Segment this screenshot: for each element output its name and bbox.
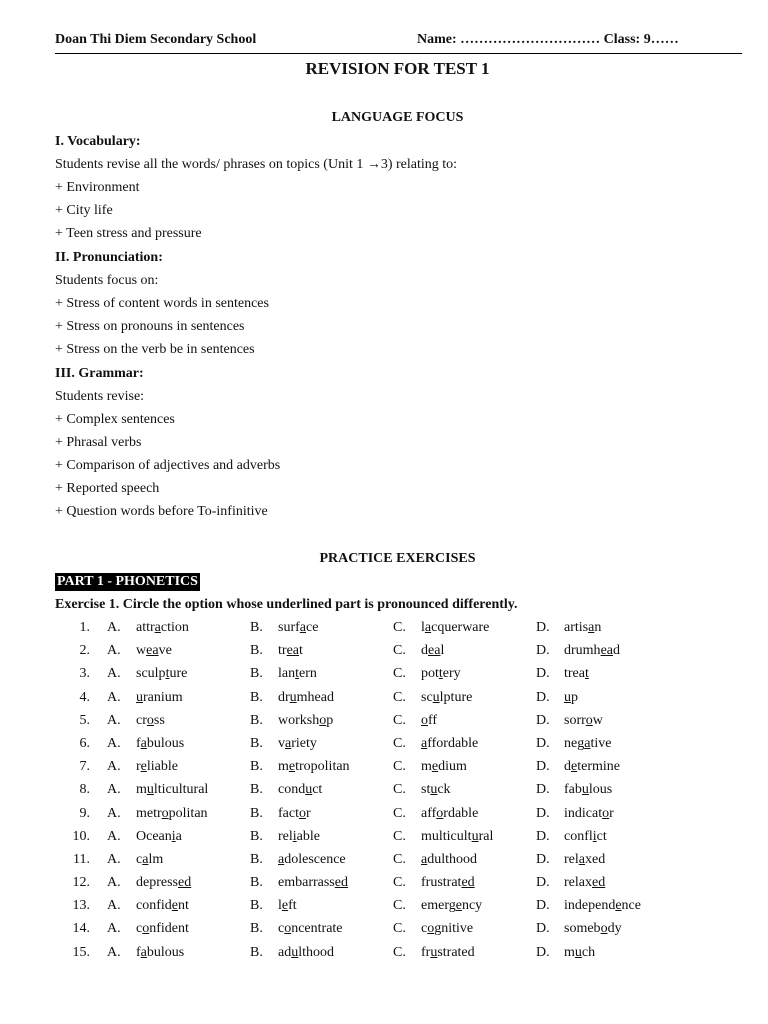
- language-focus-heading: LANGUAGE FOCUS: [331, 110, 464, 125]
- option-letter-a: A.: [107, 875, 121, 891]
- underlined-part: ed: [591, 875, 606, 891]
- option-letter-c: C.: [393, 666, 406, 682]
- underlined-part: u: [574, 944, 582, 960]
- exercise-row: [0, 945, 768, 968]
- option-letter-c: C.: [393, 875, 406, 891]
- option-word-c[interactable]: adulthood: [421, 851, 477, 867]
- question-number: 15.: [72, 944, 90, 960]
- option-letter-a: A.: [107, 898, 121, 914]
- pronunciation-heading: II. Pronunciation:: [55, 250, 163, 265]
- exercise-row: [0, 875, 768, 898]
- option-word-a[interactable]: reliable: [136, 759, 178, 775]
- underlined-part: a: [285, 735, 292, 751]
- option-letter-b: B.: [250, 921, 263, 937]
- underlined-part: a: [588, 620, 595, 635]
- option-letter-a: A.: [107, 643, 121, 659]
- option-letter-b: B.: [250, 875, 263, 891]
- question-number: 3.: [79, 666, 90, 682]
- option-word-a[interactable]: depressed: [136, 875, 192, 891]
- question-number: 1.: [79, 620, 90, 635]
- vocabulary-item: + City life: [55, 203, 113, 218]
- option-letter-a: A.: [107, 944, 121, 960]
- option-letter-b: B.: [250, 944, 263, 960]
- question-number: 11.: [73, 851, 90, 867]
- underlined-part: a: [421, 851, 428, 867]
- option-word-c[interactable]: frustrated: [421, 875, 475, 891]
- option-word-d[interactable]: drumhead: [564, 643, 620, 659]
- grammar-item: + Reported speech: [55, 481, 160, 496]
- underlined-part: u: [471, 828, 479, 844]
- underlined-part: a: [424, 620, 432, 635]
- option-letter-d: D.: [536, 805, 550, 821]
- underlined-part: ea: [286, 643, 299, 659]
- vocabulary-intro: Students revise all the words/ phrases on topics (Unit 1 →3) relating to:: [55, 157, 458, 172]
- practice-exercises-heading: PRACTICE EXERCISES: [319, 551, 476, 566]
- school-name: Doan Thi Diem Secondary School: [55, 32, 257, 47]
- underlined-part: o: [142, 921, 150, 937]
- option-word-b[interactable]: embarrassed: [278, 875, 348, 891]
- option-word-b[interactable]: reliable: [278, 828, 320, 844]
- option-letter-a: A.: [107, 921, 121, 937]
- exercise-row: [0, 736, 768, 759]
- option-letter-c: C.: [393, 944, 406, 960]
- underlined-part: ed: [334, 875, 348, 891]
- option-word-d[interactable]: relaxed: [564, 851, 606, 867]
- option-letter-c: C.: [393, 828, 406, 844]
- underlined-part: e: [140, 759, 147, 775]
- underlined-part: i: [171, 828, 176, 844]
- option-letter-a: A.: [107, 712, 121, 728]
- option-word-d[interactable]: fabulous: [564, 782, 613, 798]
- question-number: 6.: [79, 735, 90, 751]
- option-letter-d: D.: [536, 643, 550, 659]
- option-letter-b: B.: [250, 898, 263, 914]
- option-letter-c: C.: [393, 643, 406, 659]
- option-word-d[interactable]: indicator: [564, 805, 614, 821]
- option-word-d[interactable]: conflict: [564, 828, 607, 844]
- option-letter-d: D.: [536, 851, 550, 867]
- underlined-part: e: [431, 759, 439, 775]
- option-letter-d: D.: [536, 689, 550, 705]
- underlined-part: a: [278, 851, 285, 867]
- option-word-d[interactable]: up: [564, 689, 578, 705]
- option-word-b[interactable]: variety: [278, 735, 317, 751]
- underlined-part: i: [292, 828, 297, 844]
- option-word-c[interactable]: stuck: [421, 782, 451, 798]
- underlined-part: u: [432, 689, 440, 705]
- option-word-c[interactable]: sculpture: [421, 689, 473, 705]
- underlined-part: e: [455, 898, 462, 914]
- exercise-row: [0, 666, 768, 689]
- document-title: REVISION FOR TEST 1: [305, 59, 490, 78]
- option-letter-d: D.: [536, 735, 550, 751]
- underlined-part: a: [578, 851, 585, 867]
- option-word-a[interactable]: fabulous: [136, 944, 185, 960]
- option-letter-c: C.: [393, 782, 406, 798]
- underlined-part: o: [602, 805, 610, 821]
- option-word-c[interactable]: off: [421, 712, 438, 728]
- underlined-part: a: [299, 620, 306, 635]
- option-word-b[interactable]: workshop: [278, 712, 334, 728]
- underlined-part: e: [288, 759, 296, 775]
- grammar-item: + Comparison of adjectives and adverbs: [55, 458, 281, 473]
- option-word-d[interactable]: relaxed: [564, 875, 606, 891]
- option-letter-b: B.: [250, 828, 263, 844]
- option-letter-a: A.: [107, 782, 121, 798]
- option-letter-a: A.: [107, 759, 121, 775]
- option-letter-a: A.: [107, 689, 121, 705]
- option-word-d[interactable]: determine: [564, 759, 620, 775]
- exercise-row: [0, 852, 768, 875]
- pronunciation-item: + Stress on the verb be in sentences: [55, 342, 255, 357]
- option-letter-a: A.: [107, 620, 121, 635]
- underlined-part: u: [581, 782, 589, 798]
- question-number: 10.: [72, 828, 90, 844]
- vocabulary-heading: I. Vocabulary:: [55, 134, 141, 149]
- underlined-part: e: [615, 898, 622, 914]
- grammar-item: + Question words before To-infinitive: [55, 504, 268, 519]
- option-letter-d: D.: [536, 782, 550, 798]
- underlined-part: o: [427, 921, 435, 937]
- exercise-row: [0, 759, 768, 782]
- option-word-b[interactable]: left: [278, 898, 297, 914]
- option-word-a[interactable]: cross: [136, 712, 165, 728]
- underlined-part: o: [600, 921, 608, 937]
- option-word-a[interactable]: uranium: [136, 689, 183, 705]
- grammar-item: + Complex sentences: [55, 412, 175, 427]
- pronunciation-item: + Stress on pronouns in sentences: [55, 319, 245, 334]
- option-word-d[interactable]: negative: [564, 735, 612, 751]
- underlined-part: u: [430, 944, 438, 960]
- grammar-intro: Students revise:: [55, 389, 145, 404]
- pronunciation-item: + Stress of content words in sentences: [55, 296, 269, 311]
- option-word-c[interactable]: pottery: [421, 666, 461, 682]
- underlined-part: e: [571, 759, 578, 775]
- underlined-part: a: [142, 851, 149, 867]
- underlined-part: ea: [600, 643, 613, 659]
- grammar-item: + Phrasal verbs: [55, 435, 142, 450]
- vocabulary-item: + Environment: [55, 180, 140, 195]
- option-letter-d: D.: [536, 921, 550, 937]
- underlined-part: i: [592, 828, 597, 844]
- option-word-c[interactable]: lacquerware: [421, 620, 490, 635]
- option-word-a[interactable]: Oceania: [136, 828, 182, 844]
- option-word-b[interactable]: adolescence: [278, 851, 346, 867]
- option-word-b[interactable]: factor: [278, 805, 311, 821]
- underlined-part: a: [140, 735, 147, 751]
- option-word-a[interactable]: metropolitan: [136, 805, 208, 821]
- option-letter-c: C.: [393, 712, 406, 728]
- exercise-row: [0, 898, 768, 921]
- underlined-part: a: [154, 620, 161, 635]
- question-number: 7.: [79, 759, 90, 775]
- underlined-part: ed: [178, 875, 192, 891]
- question-number: 9.: [79, 805, 90, 821]
- option-word-b[interactable]: adulthood: [278, 944, 334, 960]
- underlined-part: u: [430, 782, 438, 798]
- question-number: 5.: [79, 712, 90, 728]
- option-word-b[interactable]: lantern: [278, 666, 317, 682]
- option-word-b[interactable]: concentrate: [278, 921, 343, 937]
- option-word-b[interactable]: metropolitan: [278, 759, 350, 775]
- question-number: 12.: [72, 875, 90, 891]
- option-letter-b: B.: [250, 735, 263, 751]
- option-letter-c: C.: [393, 805, 406, 821]
- option-letter-b: B.: [250, 851, 263, 867]
- underlined-part: a: [140, 944, 147, 960]
- underlined-part: u: [146, 782, 154, 798]
- option-letter-a: A.: [107, 735, 121, 751]
- option-word-a[interactable]: confident: [136, 898, 189, 914]
- name-class-field: Name: ………………………… Class: 9……: [417, 32, 679, 47]
- option-letter-c: C.: [393, 921, 406, 937]
- underlined-part: e: [171, 898, 178, 914]
- option-letter-d: D.: [536, 666, 550, 682]
- option-word-c[interactable]: frustrated: [421, 944, 475, 960]
- option-word-b[interactable]: surface: [278, 620, 319, 635]
- exercise-row: [0, 713, 768, 736]
- option-letter-d: D.: [536, 828, 550, 844]
- exercise-row: [0, 643, 768, 666]
- question-number: 2.: [79, 643, 90, 659]
- option-letter-a: A.: [107, 851, 121, 867]
- option-letter-b: B.: [250, 620, 263, 635]
- option-word-c[interactable]: affordable: [421, 735, 479, 751]
- underlined-part: t: [165, 666, 170, 682]
- pronunciation-intro: Students focus on:: [55, 273, 159, 288]
- option-word-c[interactable]: cognitive: [421, 921, 474, 937]
- exercise-list: [0, 620, 768, 968]
- option-letter-d: D.: [536, 898, 550, 914]
- exercise-row: [0, 829, 768, 852]
- exercise-row: [0, 806, 768, 829]
- question-number: 13.: [72, 898, 90, 914]
- option-letter-b: B.: [250, 712, 263, 728]
- option-word-d[interactable]: independence: [564, 898, 641, 914]
- underlined-part: e: [281, 898, 289, 914]
- underlined-part: o: [146, 712, 154, 728]
- underlined-part: t: [295, 666, 299, 682]
- question-number: 8.: [79, 782, 90, 798]
- underlined-part: o: [585, 712, 593, 728]
- option-word-a[interactable]: calm: [136, 851, 164, 867]
- option-letter-b: B.: [250, 782, 263, 798]
- option-word-a[interactable]: confident: [136, 921, 189, 937]
- exercise-row: [0, 690, 768, 713]
- option-letter-d: D.: [536, 759, 550, 775]
- option-word-a[interactable]: sculpture: [136, 666, 188, 682]
- exercise-row: [0, 620, 768, 643]
- option-letter-c: C.: [393, 851, 406, 867]
- underlined-part: u: [136, 689, 143, 705]
- option-letter-b: B.: [250, 805, 263, 821]
- underlined-part: o: [319, 712, 327, 728]
- vocabulary-item: + Teen stress and pressure: [55, 226, 202, 241]
- underlined-part: a: [421, 735, 428, 751]
- option-word-a[interactable]: fabulous: [136, 735, 185, 751]
- option-letter-c: C.: [393, 898, 406, 914]
- option-word-a[interactable]: multicultural: [136, 782, 209, 798]
- option-letter-d: D.: [536, 712, 550, 728]
- option-letter-b: B.: [250, 666, 263, 682]
- option-word-c[interactable]: emergency: [421, 898, 483, 914]
- option-word-d[interactable]: artisan: [564, 620, 602, 635]
- option-letter-b: B.: [250, 759, 263, 775]
- underlined-part: o: [436, 805, 444, 821]
- underlined-part: o: [298, 805, 306, 821]
- grammar-heading: III. Grammar:: [55, 366, 144, 381]
- underlined-part: a: [584, 735, 591, 751]
- option-word-a[interactable]: attraction: [136, 620, 189, 635]
- option-word-d[interactable]: sorrow: [564, 712, 603, 728]
- option-letter-c: C.: [393, 689, 406, 705]
- option-word-c[interactable]: medium: [421, 759, 467, 775]
- option-letter-a: A.: [107, 805, 121, 821]
- exercise-row: [0, 921, 768, 944]
- option-letter-c: C.: [393, 759, 406, 775]
- option-word-d[interactable]: much: [564, 944, 596, 960]
- option-word-c[interactable]: deal: [421, 643, 445, 659]
- underlined-part: o: [284, 921, 292, 937]
- option-word-a[interactable]: weave: [136, 643, 172, 659]
- question-number: 4.: [79, 689, 90, 705]
- option-letter-d: D.: [536, 944, 550, 960]
- underlined-part: o: [161, 805, 169, 821]
- option-word-d[interactable]: somebody: [564, 921, 622, 937]
- option-letter-c: C.: [393, 735, 406, 751]
- page-header: [55, 29, 742, 54]
- underlined-part: ed: [461, 875, 475, 891]
- option-letter-c: C.: [393, 620, 406, 635]
- underlined-part: t: [438, 666, 443, 682]
- question-number: 14.: [72, 921, 90, 937]
- option-word-c[interactable]: multicultural: [421, 828, 494, 844]
- option-letter-b: B.: [250, 689, 263, 705]
- underlined-part: u: [564, 689, 571, 705]
- option-letter-d: D.: [536, 875, 550, 891]
- option-letter-a: A.: [107, 828, 121, 844]
- underlined-part: t: [584, 666, 589, 682]
- underlined-part: ea: [146, 643, 159, 659]
- option-word-b[interactable]: drumhead: [278, 689, 334, 705]
- part-label: PART 1 - PHONETICS: [57, 574, 198, 589]
- underlined-part: u: [305, 782, 313, 798]
- exercise-row: [0, 782, 768, 805]
- option-word-b[interactable]: treat: [278, 643, 303, 659]
- option-letter-d: D.: [536, 620, 550, 635]
- option-word-b[interactable]: conduct: [278, 782, 323, 798]
- option-letter-b: B.: [250, 643, 263, 659]
- underlined-part: ea: [428, 643, 441, 659]
- underlined-part: u: [291, 944, 299, 960]
- exercise-title: Exercise 1. Circle the option whose underlined part is pronounced differently.: [55, 597, 518, 612]
- underlined-part: u: [289, 689, 297, 705]
- underlined-part: o: [421, 712, 428, 728]
- option-word-d[interactable]: treat: [564, 666, 589, 682]
- option-letter-a: A.: [107, 666, 121, 682]
- option-word-c[interactable]: affordable: [421, 805, 479, 821]
